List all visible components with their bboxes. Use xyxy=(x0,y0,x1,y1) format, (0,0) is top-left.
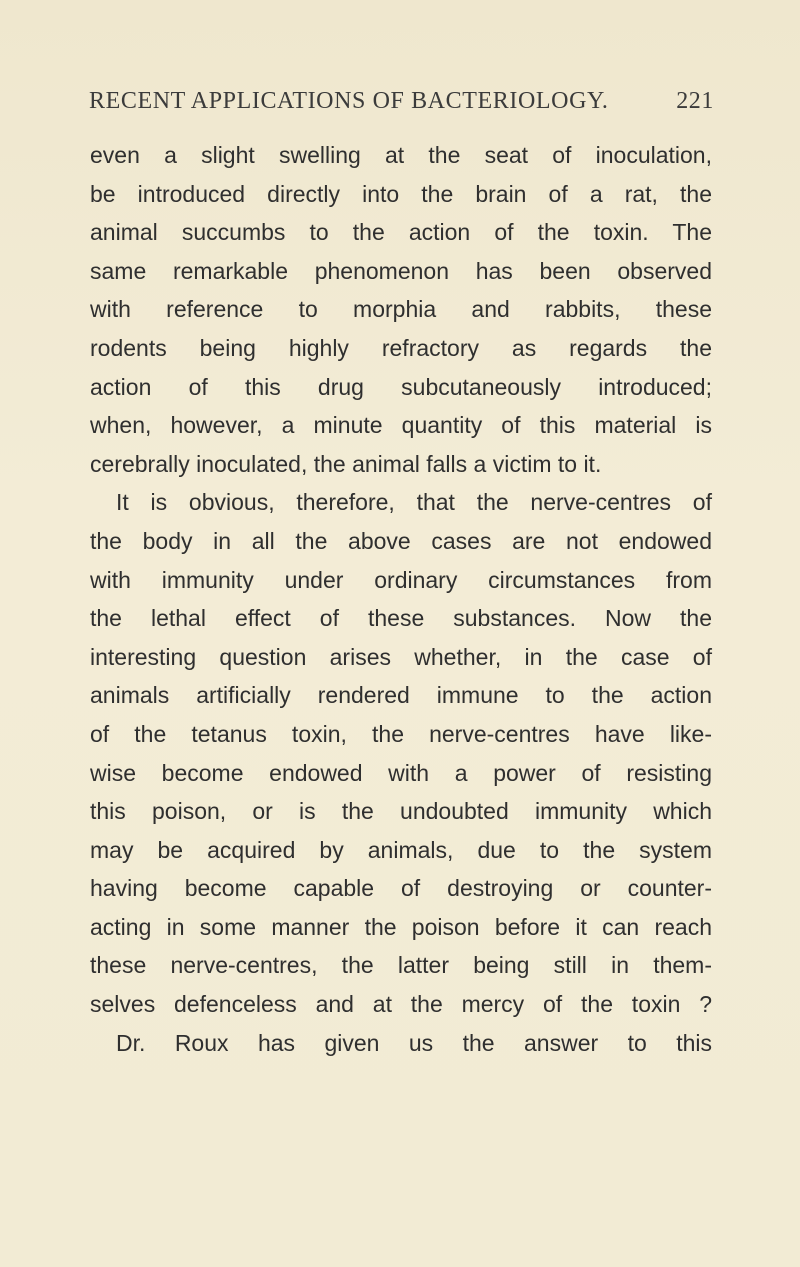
text-line: with immunity under ordinary circumstances from xyxy=(90,566,712,593)
text-line: animals artificially rendered immune to the action xyxy=(90,682,712,709)
text-line: animal succumbs to the action of the toxin. The xyxy=(90,219,712,246)
running-header xyxy=(89,88,714,115)
text-line: with reference to morphia and rabbits, these xyxy=(90,296,712,323)
text-line: It is obvious, therefore, that the nerve-centres of xyxy=(116,489,712,516)
text-line: the lethal effect of these substances. Now the xyxy=(90,605,712,632)
text-line: interesting question arises whether, in the case of xyxy=(90,643,712,670)
text-line: rodents being highly refractory as regards the xyxy=(90,334,712,361)
text-line: selves defenceless and at the mercy of the toxin ? xyxy=(90,991,712,1018)
running-title: RECENT APPLICATIONS OF BACTERIOLOGY. xyxy=(89,88,609,114)
text-line: same remarkable phenomenon has been observed xyxy=(90,257,712,284)
text-line: when, however, a minute quantity of this material is xyxy=(90,412,712,439)
text-line: the body in all the above cases are not endowed xyxy=(90,527,712,554)
text-line: action of this drug subcutaneously introduced; xyxy=(90,373,712,400)
text-line: acting in some manner the poison before it can reach xyxy=(90,913,712,940)
text-line: this poison, or is the undoubted immunity which xyxy=(90,798,712,825)
text-line: even a slight swelling at the seat of inoculation, xyxy=(90,142,712,168)
text-line: Dr. Roux has given us the answer to this xyxy=(116,1029,712,1056)
text-line: of the tetanus toxin, the nerve-centres have like- xyxy=(90,720,712,747)
body-text xyxy=(90,136,712,1062)
text-line: having become capable of destroying or counter- xyxy=(90,875,712,902)
text-line: may be acquired by animals, due to the system xyxy=(90,836,712,863)
text-line: be introduced directly into the brain of a rat, the xyxy=(90,180,712,207)
text-line: cerebrally inoculated, the animal falls a victim to it. xyxy=(90,450,602,477)
text-line: these nerve-centres, the latter being still in them- xyxy=(90,952,712,979)
page-number: 221 xyxy=(676,88,714,114)
text-line: wise become endowed with a power of resisting xyxy=(90,759,712,786)
